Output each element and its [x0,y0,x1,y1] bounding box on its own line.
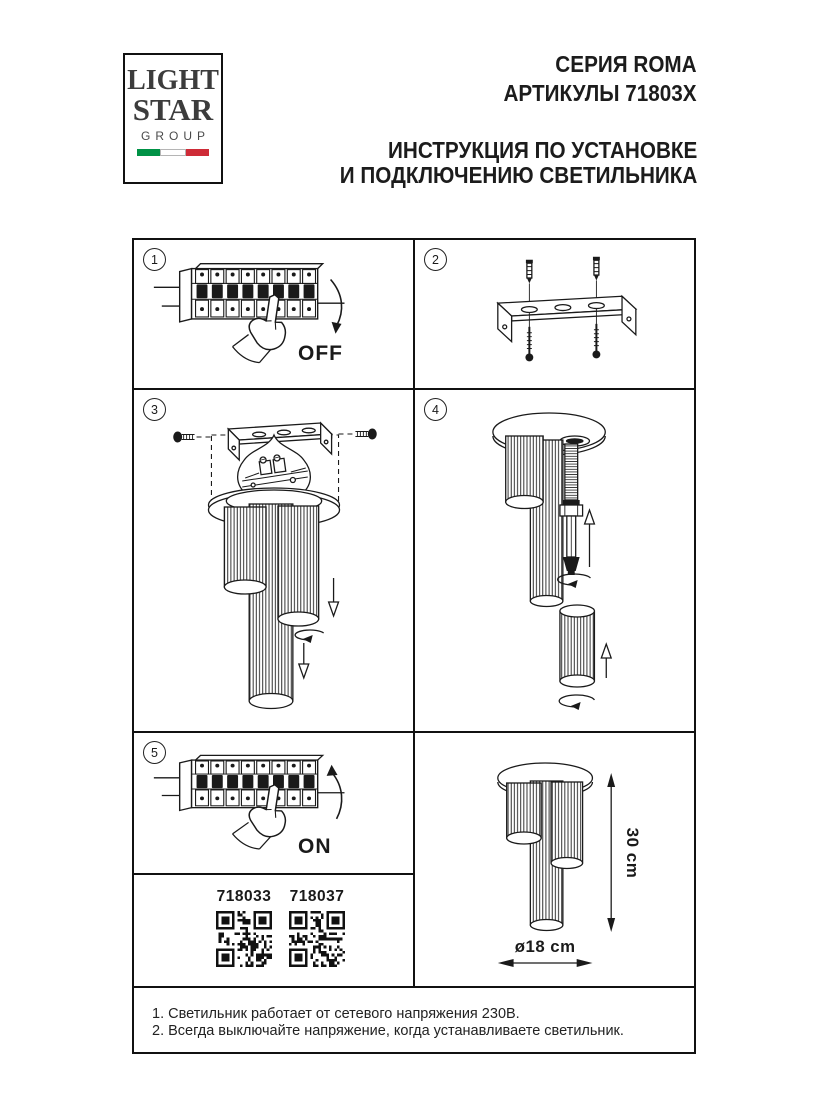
qr-code-image [216,911,272,967]
step-number-badge: 1 [143,248,166,271]
dimensions-panel [415,733,694,986]
step-2-panel [415,240,694,388]
screw-right-icon [355,429,376,440]
assembled-fixture [498,763,593,931]
qr-item [216,888,272,986]
articles-line: АРТИКУЛЫ 71803X [503,80,697,106]
anchor-left-icon [526,260,533,306]
document-title [339,138,697,188]
mounting-bracket [498,296,636,341]
anchor-right-icon [593,257,600,302]
arrow-curved-down-icon [331,279,342,333]
fixture-dimensions-drawing [415,733,694,986]
breaker-off-label: OFF [298,342,343,365]
qr-code [216,911,272,967]
note-line-1: 1. Светильник работает от сетевого напряжения 230В. [152,1006,520,1022]
qr-codes-row [134,875,413,986]
arrow-down-icon [299,643,309,678]
arrow-down-icon [329,578,339,616]
left-shade-tube [506,436,543,509]
qr-code [289,911,345,967]
flag-green-segment [137,149,160,156]
breaker-on-illustration [134,733,413,873]
article-number: 718033 [216,888,272,905]
note-line-2: 2. Всегда выключайте напряжение, когда устанавливаете светильник. [152,1022,624,1039]
flag-red-segment [186,149,209,156]
step-number-badge: 5 [143,741,166,764]
canopy-mounting-drawing [134,390,413,731]
qr-codes-panel [134,875,413,986]
step-number-badge: 3 [143,398,166,421]
logo-word-group: GROUP [140,129,210,143]
step-1-panel [134,240,413,388]
logo-word-star: STAR [132,92,214,127]
steps-grid [132,238,696,988]
socket-assembly-drawing [415,390,694,731]
rotate-arrow-icon [295,630,324,643]
article-number: 718037 [289,888,345,905]
step-5-panel [134,733,413,873]
circuit-breaker-drawing [134,240,413,388]
step-number-badge: 2 [424,248,447,271]
circuit-breaker-drawing [134,733,413,873]
diameter-dimension-label: ø18 cm [514,936,576,957]
qr-code-image [289,911,345,967]
height-dimension-arrow [607,773,615,932]
title-line-2: И ПОДКЛЮЧЕНИЮ СВЕТИЛЬНИКА [339,162,697,188]
step-3-panel [134,390,413,731]
step-number-badge: 4 [424,398,447,421]
breaker-on-label: ON [298,835,332,858]
qr-item [289,888,345,986]
logo-word-light: LIGHT [127,65,219,96]
detached-shade-tube [560,605,595,687]
arrow-up-icon [601,644,611,678]
flag-white-segment [160,149,185,156]
lightstar-logo [123,53,223,184]
step-4-panel [415,390,694,731]
diameter-dimension-arrow [498,959,593,967]
series-name: СЕРИЯ ROMA [555,51,697,77]
bracket-mounting-drawing [415,240,694,388]
arrow-up-icon [585,510,595,567]
series-header [504,50,697,108]
arrow-curved-up-icon [327,765,342,819]
notes-box [132,986,696,1054]
title-line-1: ИНСТРУКЦИЯ ПО УСТАНОВКЕ [387,137,697,163]
screw-left-icon [173,432,194,443]
italian-flag-bar [137,149,209,156]
height-dimension-label: 30 cm [622,827,642,879]
breaker-off-illustration [134,240,413,388]
rotate-arrow-icon [559,695,594,710]
